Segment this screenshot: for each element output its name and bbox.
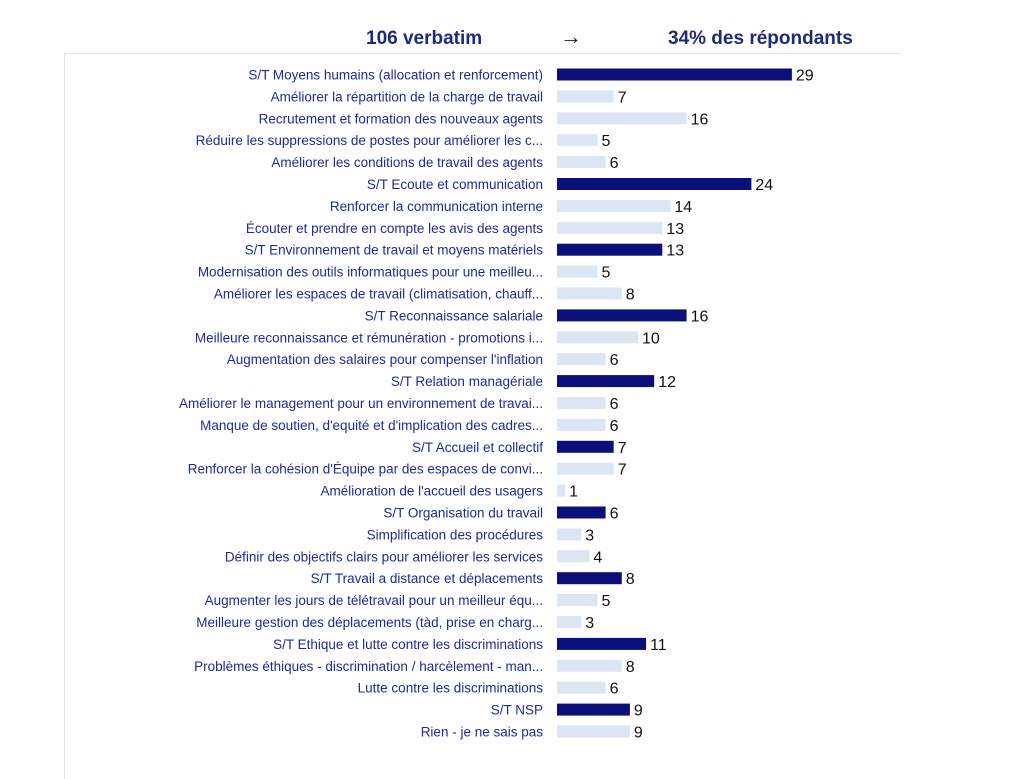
category-label: Améliorer le management pour un environnement de travai... <box>179 396 543 411</box>
bar-detail <box>557 726 630 738</box>
arrow-right-icon: → <box>560 24 582 49</box>
value-label: 29 <box>795 67 814 85</box>
category-label: S/T Accueil et collectif <box>411 439 543 455</box>
category-label: Problèmes éthiques - discrimination / harcèlement - man... <box>194 658 543 674</box>
value-label: 7 <box>617 461 627 479</box>
value-label: 9 <box>633 702 643 720</box>
bar-detail <box>557 331 638 343</box>
category-label: S/T Ethique et lutte contre les discriminations <box>273 636 543 652</box>
category-label: Meilleure gestion des déplacements (tàd, prise en charg... <box>196 615 543 630</box>
value-label: 1 <box>569 483 579 501</box>
bar-detail <box>557 463 614 475</box>
bar-summary <box>557 69 792 81</box>
bar-detail <box>557 222 662 234</box>
category-label: Améliorer les conditions de travail des agents <box>271 155 543 171</box>
category-label: S/T Travail a distance et déplacements <box>310 571 543 587</box>
bar-detail <box>557 660 622 672</box>
value-label: 10 <box>642 330 660 348</box>
category-label: Augmenter les jours de télétravail pour un meilleur équ... <box>204 593 543 609</box>
category-label: Augmentation des salaires pour compenser l'inflation <box>226 352 543 368</box>
bar-detail <box>557 353 606 365</box>
value-label: 5 <box>601 133 611 151</box>
bar-summary <box>557 441 614 453</box>
bar-summary <box>557 244 662 256</box>
respondents-share: 34% des répondants <box>668 28 853 49</box>
value-label: 16 <box>690 111 709 129</box>
bar-detail <box>557 528 581 540</box>
value-label: 8 <box>625 571 635 589</box>
value-label: 8 <box>625 286 635 304</box>
bar-detail <box>557 134 598 146</box>
value-label: 7 <box>617 439 627 457</box>
bar-summary <box>557 572 622 584</box>
value-label: 3 <box>585 615 595 632</box>
category-label: Meilleure reconnaissance et rémunération - promotions i... <box>194 330 543 346</box>
category-label: S/T Ecoute et communication <box>366 177 543 192</box>
value-label: 13 <box>666 220 685 238</box>
category-label: Améliorer la répartition de la charge de travail <box>270 89 543 105</box>
category-label: Amélioration de l'accueil des usagers <box>320 483 543 499</box>
value-label: 6 <box>609 680 619 698</box>
category-label: S/T Relation managériale <box>390 374 543 390</box>
value-label: 11 <box>650 636 667 654</box>
value-label: 6 <box>609 417 619 435</box>
category-label: S/T Organisation du travail <box>383 505 543 521</box>
bar-detail <box>557 550 589 562</box>
category-label: Définir des objectifs clairs pour améliorer les services <box>224 549 543 565</box>
value-label: 9 <box>633 724 643 742</box>
category-label: Réduire les suppressions de postes pour améliorer les c... <box>195 133 543 149</box>
bar-detail <box>557 266 598 278</box>
bar-detail <box>557 156 606 168</box>
value-label: 5 <box>601 264 611 282</box>
bar-detail <box>557 90 614 102</box>
category-label: Renforcer la communication interne <box>329 198 543 214</box>
verbatim-count: 106 verbatim <box>366 28 483 49</box>
bar-summary <box>557 507 606 519</box>
bar-summary <box>557 375 654 387</box>
bar-detail <box>557 397 606 409</box>
bar-detail <box>557 200 670 212</box>
category-label: Modernisation des outils informatiques pour une meilleu... <box>197 264 543 280</box>
bar-summary <box>557 704 630 716</box>
category-label: S/T Environnement de travail et moyens matériels <box>244 242 543 258</box>
bar-detail <box>557 419 606 431</box>
category-label: Écouter et prendre en compte les avis des agents <box>245 220 543 236</box>
value-label: 6 <box>609 505 619 523</box>
category-label: S/T Reconnaissance salariale <box>364 308 543 324</box>
category-label: Lutte contre les discriminations <box>357 680 543 696</box>
value-label: 13 <box>666 242 685 260</box>
value-label: 7 <box>617 89 627 107</box>
category-label: Améliorer les espaces de travail (climatisation, chauff... <box>213 286 543 302</box>
category-label: Simplification des procédures <box>366 527 543 543</box>
bar-detail <box>557 112 687 124</box>
value-label: 6 <box>609 396 619 413</box>
category-label: S/T NSP <box>490 702 543 718</box>
value-label: 8 <box>625 658 635 676</box>
value-label: 5 <box>601 593 611 611</box>
category-label: Manque de soutien, d'equité et d'implication des cadres... <box>200 417 543 433</box>
bar-detail <box>557 616 581 628</box>
bar-detail <box>557 682 606 694</box>
value-label: 6 <box>609 155 619 173</box>
value-label: 4 <box>593 549 603 567</box>
value-label: 3 <box>585 527 595 545</box>
value-label: 24 <box>755 177 774 194</box>
bar-detail <box>557 594 598 606</box>
value-label: 12 <box>658 374 676 392</box>
category-label: Renforcer la cohésion d'Équipe par des espaces de convi... <box>187 461 543 477</box>
value-label: 16 <box>690 308 709 326</box>
bar-detail <box>557 485 565 497</box>
bar-summary <box>557 638 646 650</box>
bar-summary <box>557 309 687 321</box>
value-label: 14 <box>674 198 693 216</box>
category-label: S/T Moyens humains (allocation et renforcement) <box>248 67 543 83</box>
value-label: 6 <box>609 352 619 370</box>
category-label: Rien - je ne sais pas <box>420 724 543 740</box>
bar-detail <box>557 288 622 300</box>
category-label: Recrutement et formation des nouveaux agents <box>258 111 543 127</box>
bar-summary <box>557 178 751 190</box>
